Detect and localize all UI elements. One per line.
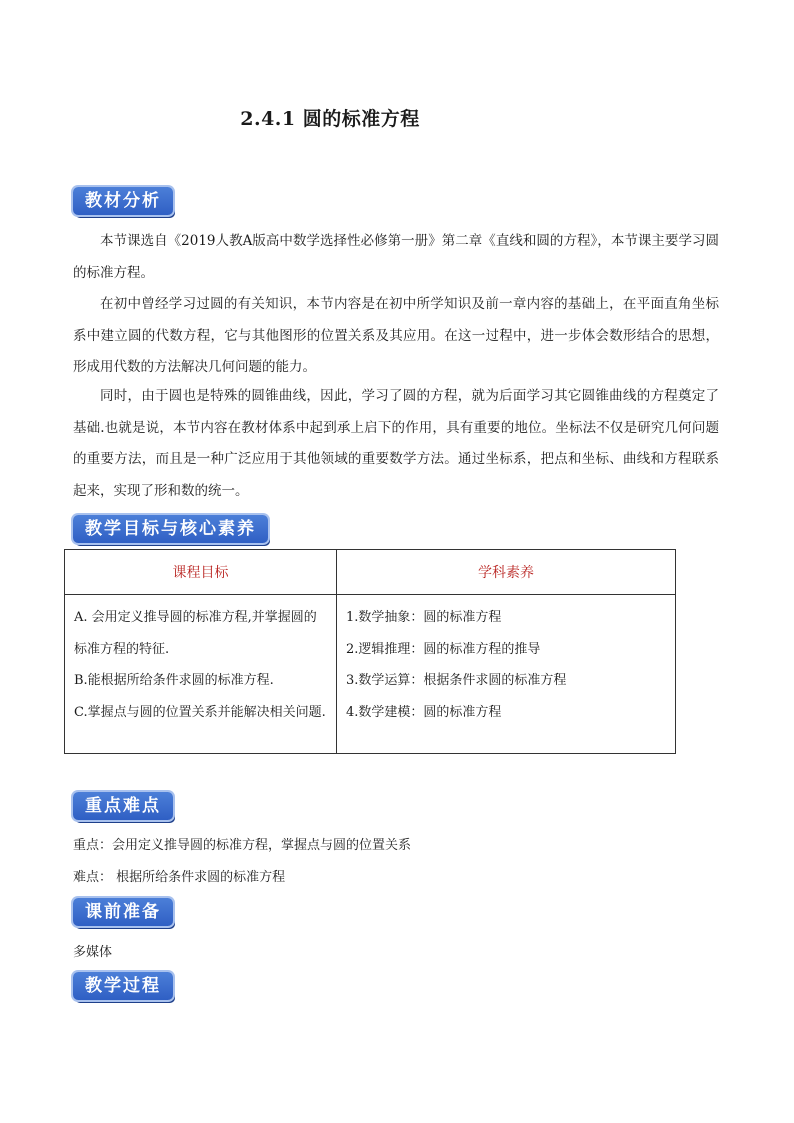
- section-badge-key-points: 重点难点: [73, 792, 173, 820]
- course-goals-cell: [65, 595, 337, 754]
- goals-header-course: 课程目标: [65, 550, 337, 595]
- literacy-item: 4.数学建模：圆的标准方程: [346, 704, 502, 720]
- literacy-cell: [337, 595, 676, 754]
- course-goal-item: C.掌握点与圆的位置关系并能解决相关问题.: [74, 704, 326, 720]
- preparation-text: 多媒体: [73, 945, 113, 960]
- course-goal-item: B.能根据所给条件求圆的标准方程.: [74, 673, 274, 688]
- literacy-item: 2.逻辑推理：圆的标准方程的推导: [346, 641, 541, 657]
- section-badge-preparation: 课前准备: [73, 898, 173, 926]
- key-point-focus: 重点：会用定义推导圆的标准方程，掌握点与圆的位置关系: [73, 838, 412, 853]
- analysis-paragraph-2: 在初中曾经学习过圆的有关知识，本节内容是在初中所学知识及前一章内容的基础上，在平面直角坐标系中建立圆的代数方程，它与其他图形的位置关系及其应用。在这一过程中，进一步体会数形结合的思想，形成用代数的方法解决几何问题的能力。: [73, 296, 719, 375]
- goals-table: [64, 549, 676, 754]
- course-goal-item: A. 会用定义推导圆的标准方程,并掌握圆的标准方程的特征.: [74, 610, 317, 657]
- goals-table-row: [65, 595, 676, 754]
- section-badge-analysis: 教材分析: [73, 187, 173, 215]
- section-badge-goals: 教学目标与核心素养: [73, 515, 268, 543]
- page-title: 2.4.1 圆的标准方程: [240, 108, 420, 130]
- goals-header-literacy: 学科素养: [337, 550, 676, 595]
- literacy-item: 3.数学运算：根据条件求圆的标准方程: [346, 673, 567, 688]
- key-point-difficulty: 难点： 根据所给条件求圆的标准方程: [73, 870, 286, 885]
- analysis-paragraph-1: 本节课选自《2019人教A版高中数学选择性必修第一册》第二章《直线和圆的方程》，本节课主要学习圆的标准方程。: [73, 233, 719, 281]
- literacy-item: 1.数学抽象：圆的标准方程: [346, 610, 502, 625]
- section-badge-process: 教学过程: [73, 972, 173, 1000]
- goals-table-header-row: [65, 550, 676, 595]
- analysis-paragraph-3: 同时，由于圆也是特殊的圆锥曲线，因此，学习了圆的方程，就为后面学习其它圆锥曲线的方程奠定了基础.也就是说，本节内容在教材体系中起到承上启下的作用，具有重要的地位。坐标法不仅是研究几何问题的重要方法，而且是一种广泛应用于其他领域的重要数学方法。通过坐标系，把点和坐标、曲线和方程联系起来，实现了形和数的统一。: [73, 388, 719, 499]
